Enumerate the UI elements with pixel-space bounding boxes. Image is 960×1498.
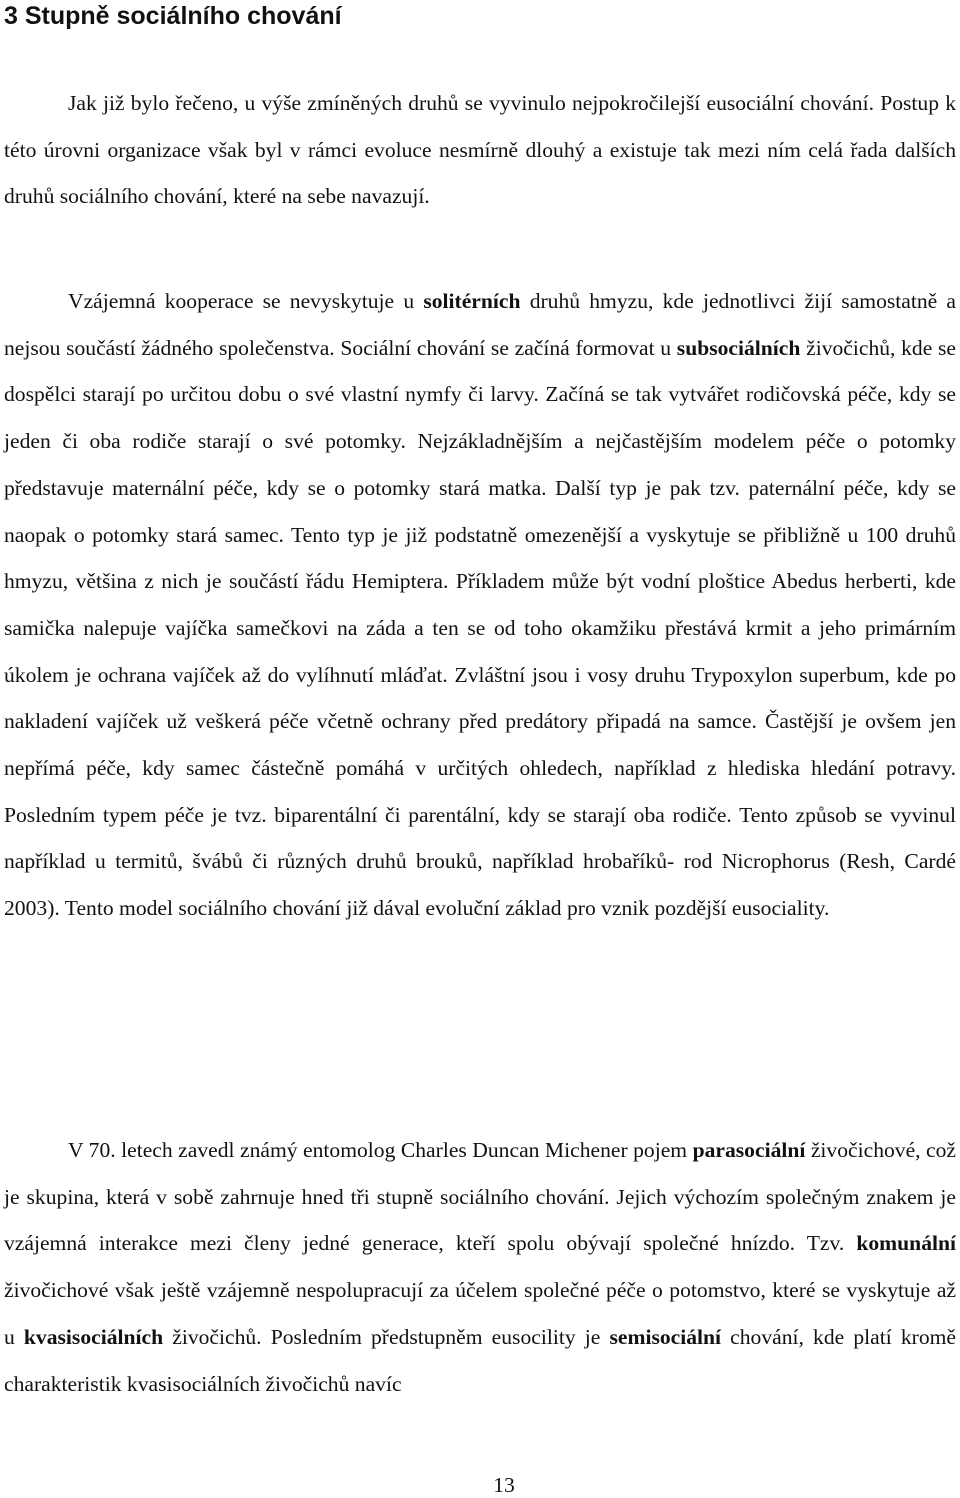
paragraph-1 xyxy=(4,80,956,220)
bold-term: kvasisociálních xyxy=(23,1324,164,1349)
text-segment: Jak již bylo řečeno, u výše zmíněných druhů se vyvinulo nejpokročilejší eusociální chování. Postup k této úrovni organizace však byl v rámci evoluce nesmírně dlouhý a existuje tak mezi ním celá řada dalších druhů sociálního chování, které na sebe navazují. xyxy=(4,91,956,209)
paragraph-text xyxy=(4,80,956,220)
text-segment: živočichů. Posledním předstupněm eusocility je xyxy=(163,1324,610,1349)
paragraph-text xyxy=(4,278,956,932)
page-number: 13 xyxy=(493,1473,515,1497)
text-segment: živočichové však ještě vzájemně nespolupracují za účelem společné péče o potomstvo, které se vyskytuje až u xyxy=(4,1278,956,1349)
text-segment: druhů hmyzu, kde jednotlivci žijí samostatně a nejsou součástí žádného společenstva. Sociální chování se začíná formovat u xyxy=(4,289,957,360)
text-segment: V 70. letech zavedl známý entomolog Charles Duncan Michener pojem xyxy=(68,1138,693,1162)
bold-term: subsociálních xyxy=(676,335,801,360)
paragraph-2 xyxy=(4,278,956,932)
bold-term: parasociální xyxy=(692,1138,806,1162)
text-segment: chování, kde platí kromě charakteristik kvasisociálních živočichů navíc xyxy=(4,1324,957,1396)
paragraph-3 xyxy=(4,1127,956,1407)
text-segment: živočichů, kde se dospělci starají po určitou dobu o své vlastní nymfy či larvy. Začíná se tak vytvářet rodičovská péče, kdy se jeden či oba rodiče starají o své potomky. Nejzákladnějším a nejčastějším modelem péče o potomky představuje maternální péče, kdy se o potomky stará matka. Další typ je pak tzv. paternální péče, kdy se naopak o potomky stará samec. Tento typ je již podstatně omezenější a vyskytuje se přibližně u 100 druhů hmyzu, většina z nich je součástí řádu Hemiptera. Příkladem může být vodní ploštice Abedus herberti, kde samička nalepuje vajíčka samečkovi na záda a ten se od toho okamžiku přestává krmit a jeho primárním úkolem je ochrana vajíček až do vylíhnutí mláďat. Zvláštní jsou i vosy druhu Trypoxylon superbum, kde po nakladení vajíček už veškerá péče včetně ochrany před predátory připadá na samce. Častější je ovšem jen nepřímá péče, kdy samec částečně pomáhá v určitých ohledech, například z hlediska hledání potravy. Posledním typem péče je tvz. biparentální či parentální, kdy se starají oba rodiče. Tento způsob se vyvinul například u termitů, švábů či různých druhů brouků, například hrobaříků- rod Nicrophorus (Resh, Cardé 2003). Tento model sociálního chování již dával evoluční základ pro vznik pozdější eusociality. xyxy=(4,335,957,921)
section-heading: 3 Stupně sociálního chování xyxy=(4,2,342,30)
text-segment: živočichové, což je skupina, která v sobě zahrnuje hned tři stupně sociálního chování. Jejich výchozím společným znakem je vzájemná interakce mezi členy jedné generace, kteří spolu obývají společné hnízdo. Tzv. xyxy=(4,1138,957,1256)
text-segment: Vzájemná kooperace se nevyskytuje u xyxy=(68,289,424,313)
bold-term: semisociální xyxy=(609,1324,722,1349)
paragraph-text xyxy=(4,1127,956,1407)
bold-term: solitérních xyxy=(423,289,521,313)
bold-term: komunální xyxy=(856,1231,956,1256)
